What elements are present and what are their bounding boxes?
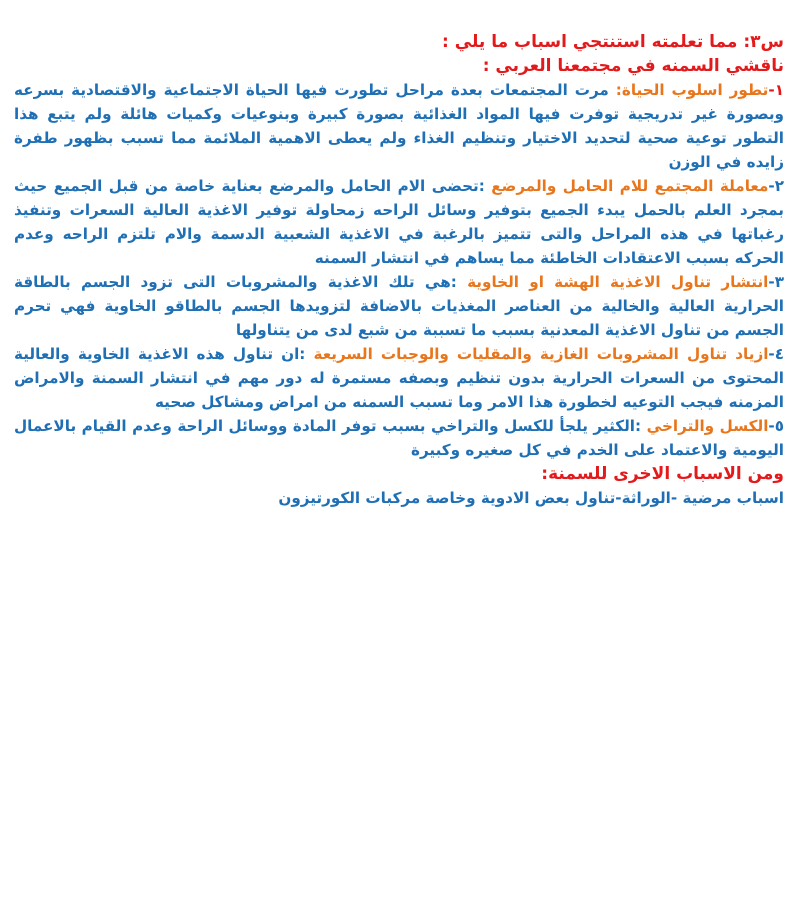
cause-heading: الكسل والتراخي bbox=[646, 417, 769, 435]
question-title: س٣: مما تعلمته استنتجي اسباب ما يلي : bbox=[442, 32, 784, 52]
cause-heading: انتشار تناول الاغذية الهشة او الخاوية bbox=[467, 273, 769, 291]
other-causes-heading: ومن الاسباب الاخرى للسمنة: bbox=[541, 464, 784, 484]
other-causes-text: اسباب مرضية -الوراثة-تناول بعض الادوية وخاصة مركبات الكورتيزون bbox=[278, 489, 784, 507]
cause-item-4 bbox=[14, 342, 784, 414]
cause-heading: معاملة المجتمع للام الحامل والمرضع bbox=[491, 177, 769, 195]
question-subtitle: ناقشي السمنه في مجتمعنا العربي : bbox=[482, 56, 784, 76]
cause-item-3 bbox=[14, 270, 784, 342]
cause-number: ٢- bbox=[768, 177, 784, 195]
cause-text: :ان تناول هذه الاغذية الخاوية والعالية المحتوى من السعرات الحرارية بدون تنظيم وبصفه مستمرة له دور مهم في انتشار السمنة والامراض المزمنه فيجب التوعيه لخطورة هذا الامر وما تسبب السمنه من امراض ومشاكل صحيه bbox=[14, 345, 784, 411]
cause-number: ٥- bbox=[768, 417, 784, 435]
cause-text: :الكثير يلجأ للكسل والتراخي بسبب توفر المادة ووسائل الراحة وعدم القيام بالاعمال اليومية والاعتماد على الخدم في كل صغيره وكبيرة bbox=[14, 417, 784, 459]
cause-heading: ازياد تناول المشروبات الغازية والمقليات والوجبات السريعة bbox=[313, 345, 769, 363]
cause-number: ١- bbox=[768, 81, 784, 99]
cause-item-5 bbox=[14, 414, 784, 462]
cause-heading: تطور اسلوب الحياة: bbox=[615, 81, 769, 99]
document-page bbox=[14, 30, 784, 510]
cause-text: :هي تلك الاغذية والمشروبات التى تزود الجسم بالطاقة الحرارية العالية والخالية من العناصر المغذيات بالاضافة لتزويدها الجسم بالطاقو الخاوية فهي تحرم الجسم من تناول الاغذية المعدنية بسبب ما تسببة من شبع لدى من يتناولها bbox=[14, 273, 784, 339]
cause-item-2 bbox=[14, 174, 784, 270]
cause-number: ٣- bbox=[768, 273, 784, 291]
cause-text: :تحضى الام الحامل والمرضع بعناية خاصة من قبل الجميع حيث بمجرد العلم بالحمل يبدء الجميع بتوفير وسائل الراحه زمحاولة توفير الاغذية العالية السعرات وتنفيذ رغباتها في هذه المراحل والتى تتميز بالرغبة في الاغذية الشعبية الدسمة والام تلتزم الراحه وعدم الحركه بسبب الاعتقادات الخاطئة مما يساهم في انتشار السمنه bbox=[14, 177, 784, 267]
cause-item-1 bbox=[14, 78, 784, 174]
cause-text: مرت المجتمعات بعدة مراحل تطورت فيها الحياة الاجتماعية والاقتصادية بسرعه وبصورة غير تدريجية توفرت فيها المواد الغذائية بصورة كبيرة وبنوعيات وكميات هائلة ولم يتبع هذا التطور توعية صحية لتحديد الاختيار وتنظيم الغذاء ولم يعطى الاهمية الملائمة مما تسبب بظهور طفرة زايده في الوزن bbox=[14, 81, 784, 171]
cause-number: ٤- bbox=[768, 345, 785, 363]
